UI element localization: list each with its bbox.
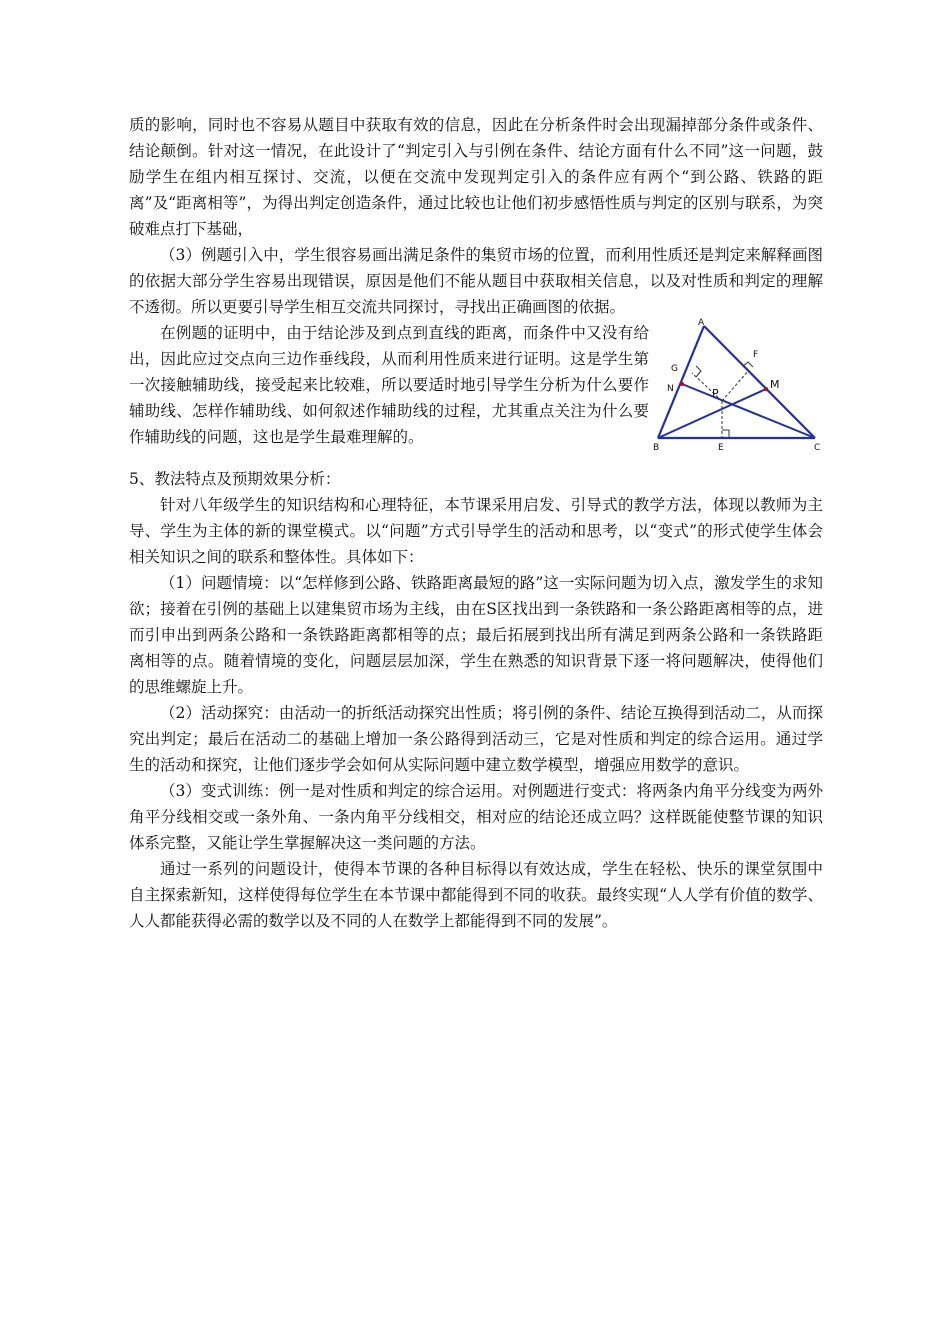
point-n xyxy=(680,382,684,386)
label-n: N xyxy=(667,384,674,394)
paragraph-6: （2）活动探究：由活动一的折纸活动探究出性质；将引例的条件、结论互换得到活动二，从而探究出判定；最后在活动二的基础上增加一条公路得到活动三，它是对性质和判定的综合运用。通过学生的活动和探究，让他们逐步学会如何从实际问题中建立数学模型，增强应用数学的意识。 xyxy=(129,704,823,774)
paragraph-8: 通过一系列的问题设计，使得本节课的各种目标得以有效达成，学生在轻松、快乐的课堂氛围中自主探索新知，这样使得每位学生在本节课中都能得到不同的收获。最终实现“人人学有价值的数学、人人都能获得必需的数学以及不同的人在数学上都能得到不同的发展”。 xyxy=(129,860,823,930)
label-g: G xyxy=(671,364,678,374)
label-f: F xyxy=(753,350,759,360)
right-angle-g xyxy=(696,366,701,377)
label-m: M xyxy=(770,378,780,391)
label-a: A xyxy=(698,318,705,328)
label-b: B xyxy=(653,443,660,453)
document-body xyxy=(129,112,823,934)
paragraph-1: 质的影响，同时也不容易从题目中获取有效的信息，因此在分析条件时会出现漏掉部分条件或条件、结论颠倒。针对这一情况，在此设计了“判定引入与引例在条件、结论方面有什么不同”这一问题，鼓励学生在组内相互探讨、交流，以便在交流中发现判定引入的条件应有两个“到公路、铁路的距离”及“距离相等”，为得出判定创造条件，通过比较也让他们初步感悟性质与判定的区别与联系，为突破难点打下基础， xyxy=(129,116,823,238)
label-p: P xyxy=(712,387,719,400)
point-m xyxy=(764,387,768,391)
paragraph-7: （3）变式训练：例一是对性质和判定的综合运用。对例题进行变式：将两条内角平分线变为两外角平分线相交或一条外角、一条内角平分线相交，相对应的结论还成立吗？这样既能使整节课的知识体系完整，又能让学生掌握解决这一类问题的方法。 xyxy=(129,782,823,852)
triangle-figure xyxy=(649,318,829,453)
paragraph-2: （3）例题引入中，学生很容易画出满足条件的集贸市场的位置，而利用性质还是判定来解释画图的依据大部分学生容易出现错误，原因是他们不能从题目中获取相关信息，以及对性质和判定的理解不透彻。所以更要引导学生相互交流共同探讨，寻找出正确画图的依据。 xyxy=(129,246,823,316)
perp-pf xyxy=(722,370,749,401)
section-heading: 5、教法特点及预期效果分析： xyxy=(129,470,341,488)
paragraph-3: 在例题的证明中，由于结论涉及到点到直线的距离，而条件中又没有给出，因此应过交点向三边作垂线段，从而利用性质来进行证明。这是学生第一次接触辅助线，接受起来比较难，所以要适时地引导学生分析为什么要作辅助线、怎样作辅助线、如何叙述作辅助线的过程，尤其重点关注为什么要作辅助线的问题，这也是学生最难理解的。 xyxy=(129,324,649,446)
bisector-cn xyxy=(682,384,815,438)
paragraph-5: （1）问题情境：以“怎样修到公路、铁路距离最短的路”这一实际问题为切入点，激发学生的求知欲；接着在引例的基础上以建集贸市场为主线，由在S区找出到一条铁路和一条公路距离相等的点，进而引申出到两条公路和一条铁路距离都相等的点；最后拓展到找出所有满足到两条公路和一条铁路距离相等的点。随着情境的变化，问题层层加深，学生在熟悉的知识背景下逐一将问题解决，使得他们的思维螺旋上升。 xyxy=(129,574,823,696)
paragraph-4: 针对八年级学生的知识结构和心理特征，本节课采用启发、引导式的教学方法，体现以教师为主导、学生为主体的新的课堂模式。以“问题”方式引导学生的活动和思考，以“变式”的形式使学生体会相关知识之间的联系和整体性。具体如下： xyxy=(129,496,823,566)
label-c: C xyxy=(814,443,821,453)
proof-section xyxy=(129,318,823,453)
side-ac xyxy=(704,326,815,438)
right-angle-e xyxy=(722,430,729,438)
label-e: E xyxy=(718,443,724,453)
